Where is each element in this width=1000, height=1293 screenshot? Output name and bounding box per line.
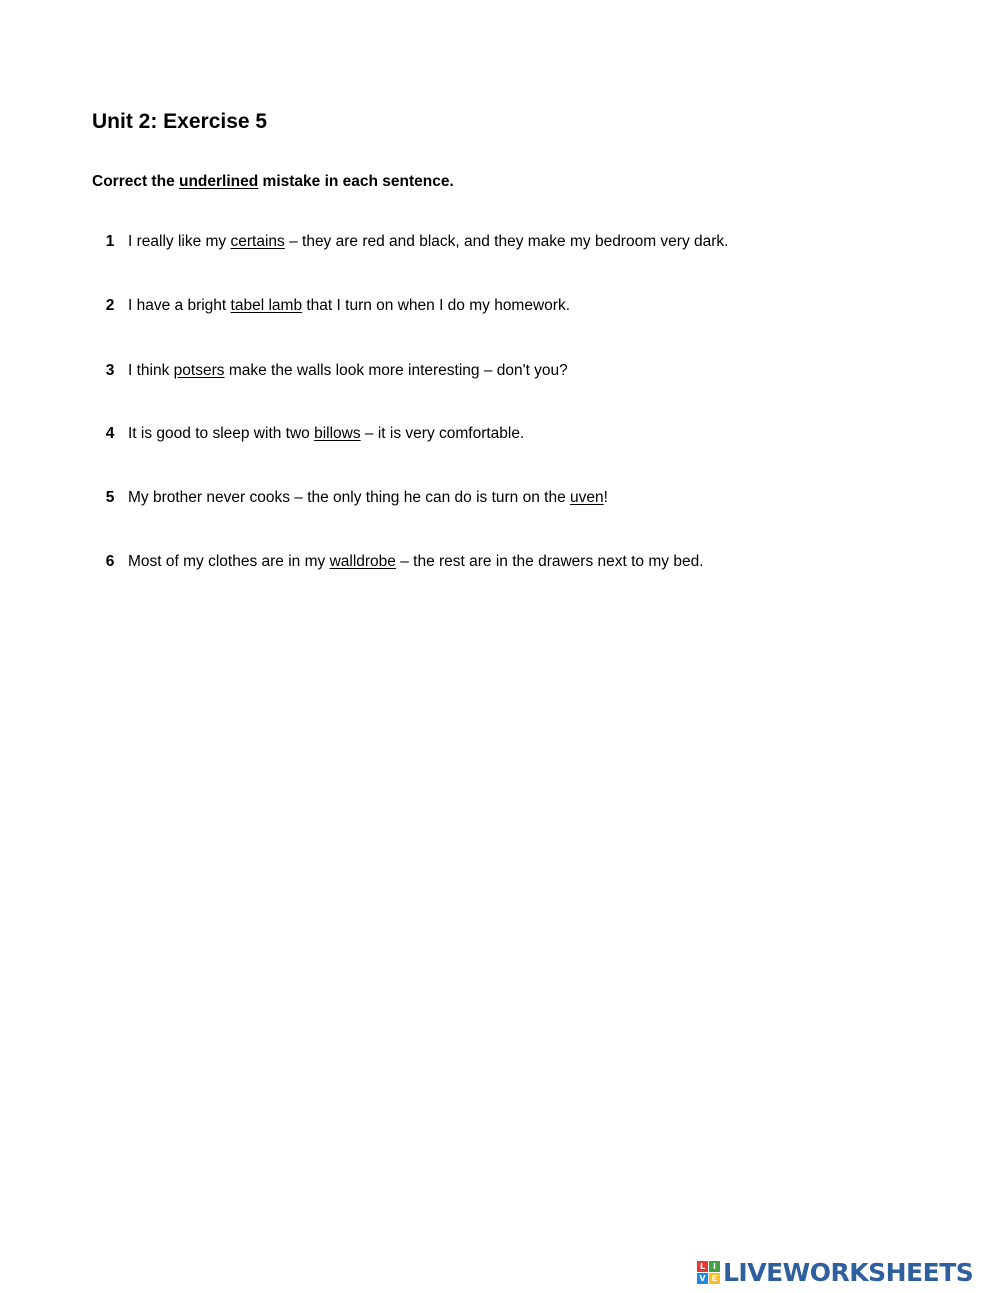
- sentence-after: make the walls look more interesting – don't you?: [224, 362, 568, 379]
- logo-blocks-icon: [697, 1261, 720, 1284]
- instruction-underlined-word: underlined: [179, 173, 259, 190]
- logo-block-l: L: [697, 1261, 708, 1272]
- sentence-after: !: [603, 489, 608, 506]
- underlined-mistake: potsers: [173, 362, 225, 379]
- item-number: 4: [105, 425, 115, 442]
- item-sentence: [128, 425, 524, 442]
- item-number: 2: [105, 297, 115, 314]
- sentence-before: Most of my clothes are in my: [128, 553, 330, 570]
- underlined-mistake: tabel lamb: [230, 297, 303, 314]
- sentence-after: that I turn on when I do my homework.: [302, 297, 570, 314]
- item-number: 6: [105, 553, 115, 570]
- item-sentence: [128, 489, 608, 506]
- sentence-before: My brother never cooks – the only thing he can do is turn on the: [128, 489, 571, 506]
- item-number: 3: [105, 362, 115, 379]
- sentence-after: – they are red and black, and they make my bedroom very dark.: [284, 233, 729, 250]
- sentence-before: I have a bright: [128, 297, 231, 314]
- logo-text: LIVEWORKSHEETS: [723, 1257, 974, 1287]
- underlined-mistake: uven: [570, 489, 604, 506]
- page-title: Unit 2: Exercise 5: [92, 110, 268, 133]
- sentence-after: – it is very comfortable.: [360, 425, 525, 442]
- logo-block-i: I: [709, 1261, 720, 1272]
- item-number: 5: [105, 489, 115, 506]
- sentence-before: I think: [128, 362, 174, 379]
- exercise-item-3: [92, 361, 568, 383]
- item-number: 1: [105, 233, 115, 250]
- item-sentence: [128, 297, 570, 314]
- instruction-text: [92, 172, 454, 192]
- logo-block-e: E: [709, 1273, 720, 1284]
- exercise-item-1: [92, 232, 728, 254]
- sentence-before: I really like my: [128, 233, 231, 250]
- sentence-before: It is good to sleep with two: [128, 425, 315, 442]
- sentence-after: – the rest are in the drawers next to my bed.: [395, 553, 704, 570]
- logo-block-v: V: [697, 1273, 708, 1284]
- instruction-before: Correct the: [92, 173, 179, 190]
- liveworksheets-logo: [697, 1258, 973, 1286]
- underlined-mistake: certains: [230, 233, 285, 250]
- exercise-item-6: [92, 552, 704, 574]
- instruction-after: mistake in each sentence.: [258, 173, 454, 190]
- exercise-item-2: [92, 296, 570, 318]
- item-sentence: [128, 362, 568, 379]
- underlined-mistake: walldrobe: [329, 553, 396, 570]
- underlined-mistake: billows: [314, 425, 361, 442]
- exercise-item-4: [92, 424, 524, 446]
- item-sentence: [128, 553, 704, 570]
- exercise-item-5: [92, 488, 608, 510]
- item-sentence: [128, 233, 728, 250]
